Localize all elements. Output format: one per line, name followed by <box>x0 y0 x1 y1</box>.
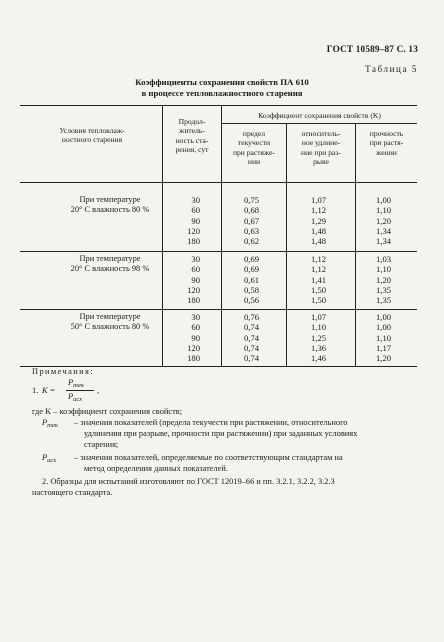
group-divider-1 <box>20 251 417 252</box>
group-2-condition: При температуре 20° С влажность 98 % <box>70 254 150 274</box>
note2-line1: 2. Образцы для испытаний изготовляют по ГОСТ 12019–66 и пп. 3.2.1, 3.2.2, 3.2.3 <box>42 477 335 486</box>
group-3-yield: 0,76 0,74 0,74 0,74 0,74 <box>244 312 260 364</box>
page-header: ГОСТ 10589–87 С. 13 <box>326 44 418 54</box>
group-1-yield: 0,75 0,68 0,67 0,63 0,62 <box>244 195 260 247</box>
pish-symbol: $P_{исх}$ <box>42 453 57 464</box>
group-header-divider <box>221 123 417 124</box>
group-divider-2 <box>20 309 417 310</box>
pish-line1: – значения показателей, определяемые по соответствующим стандартам на <box>74 453 343 462</box>
table-title-line2: в процессе тепловлажностного старения <box>141 88 303 98</box>
group-1-elongation: 1,07 1,12 1,29 1,48 1,48 <box>311 195 327 247</box>
ptek-line2: удлинения при разрыве, прочности при растяжении) при заданных условиях <box>84 429 358 438</box>
notes-heading: Примечания: <box>32 367 94 376</box>
group-2-strength: 1,03 1,10 1,20 1,35 1,35 <box>376 254 392 306</box>
header-strength: прочность при растя- жении <box>369 129 404 157</box>
formula-fraction-bar <box>66 390 94 391</box>
formula-number: 1. <box>32 386 39 395</box>
formula-denominator: $P_{исх}$ <box>68 392 83 403</box>
table-label: Таблица 5 <box>365 64 418 74</box>
group-2-elongation: 1,12 1,12 1,41 1,50 1,50 <box>311 254 327 306</box>
group-2-yield: 0,69 0,69 0,61 0,58 0,56 <box>244 254 260 306</box>
group-2-durations: 30 60 90 120 180 <box>187 254 200 306</box>
header-duration: Продол- житель- ность ста- рения, сут <box>175 117 209 155</box>
formula-numerator: $P_{тек}$ <box>68 378 84 389</box>
note2-line2: настоящего стандарта. <box>32 488 113 497</box>
header-condition: Условия тепловлаж- ностного старения <box>59 126 125 145</box>
group-3-strength: 1,00 1,00 1,10 1,17 1,20 <box>376 312 392 364</box>
group-3-elongation: 1,07 1,10 1,25 1,36 1,46 <box>311 312 327 364</box>
formula-tail: , <box>97 386 100 395</box>
col-divider-4 <box>355 123 356 366</box>
header-bottom-border <box>20 182 417 183</box>
group-1-condition: При температуре 20° С влажность 80 % <box>70 195 150 215</box>
group-1-strength: 1,00 1,10 1,20 1,34 1,34 <box>376 195 392 247</box>
table-top-border <box>20 105 417 106</box>
header-yield: предел текучести при растяже- нии <box>232 129 276 167</box>
group-1-durations: 30 60 90 120 180 <box>187 195 200 247</box>
header-coefficient-group: Коэффициент сохранения свойств (K) <box>258 111 381 120</box>
group-3-durations: 30 60 90 120 180 <box>187 312 200 364</box>
table-title-line1: Коэффициенты сохранения свойств ПА 610 <box>135 77 309 87</box>
ptek-symbol: $P_{тек}$ <box>42 418 58 429</box>
ptek-line3: старения; <box>84 440 119 449</box>
group-3-condition: При температуре 50° С влажность 80 % <box>70 312 150 332</box>
pish-line2: метод определения данных показателей. <box>84 464 228 473</box>
header-elongation: относитель- ное удлине- ние при раз- рыве <box>301 129 341 167</box>
ptek-line1: – значения показателей (предела текучести при растяжении, относительного <box>74 418 348 427</box>
formula-lhs: K = <box>42 386 56 395</box>
where-line: где K – коэффициент сохранения свойств; <box>32 407 183 416</box>
